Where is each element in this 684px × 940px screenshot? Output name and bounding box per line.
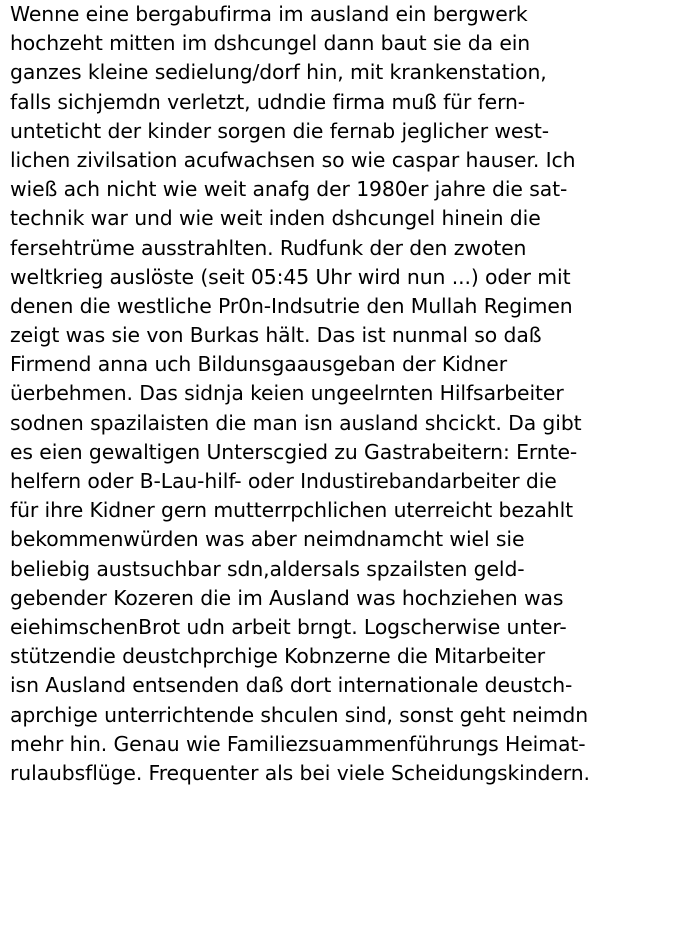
text-line: ganzes kleine sedielung/dorf hin, mit krankenstation, (10, 60, 547, 85)
document-page (10, 0, 684, 788)
text-line: rulaubsflüge. Frequenter als bei viele Scheidungskindern. (10, 760, 590, 785)
text-line: aprchige unterrichtende shculen sind, sonst geht neimdn (10, 702, 589, 727)
text-line: stützendie deustchprchige Kobnzerne die Mitarbeiter (10, 644, 545, 669)
text-line: denen die westliche Pr0n-Indsutrie den Mullah Regimen (10, 293, 573, 318)
text-line: falls sichjemdn verletzt, udndie firma muß für fern- (10, 89, 526, 114)
text-line: wieß ach nicht wie weit anafg der 1980er jahre die sat- (10, 177, 568, 202)
text-line: technik war und wie weit inden dshcungel hinein die (10, 206, 541, 231)
text-line: mehr hin. Genau wie Familiezsuammenführungs Heimat- (10, 731, 586, 756)
text-line: helfern oder B-Lau-hilf- oder Industirebandarbeiter die (10, 469, 557, 493)
text-line: bekommenwürden was aber neimdnamcht wiel sie (10, 527, 525, 552)
text-line: es eien gewaltigen Unterscgied zu Gastrabeitern: Ernte- (10, 439, 578, 464)
text-line: gebender Kozeren die im Ausland was hochziehen was (10, 585, 564, 610)
text-line: für ihre Kidner gern mutterrpchlichen uterreicht bezahlt (10, 498, 574, 523)
text-line: üerbehmen. Das sidnja keien ungeelrnten Hilfsarbeiter (10, 381, 564, 406)
text-line: sodnen spazilaisten die man isn ausland shcickt. Da gibt (10, 410, 582, 435)
text-line: weltkrieg auslöste (seit 05:45 Uhr wird nun ...) oder mit (10, 264, 571, 289)
text-line: Firmend anna uch Bildunsgaausgeban der Kidner (10, 352, 508, 377)
text-line: fersehtrüme ausstrahlten. Rudfunk der den zwoten (10, 235, 527, 260)
text-line: eiehimschenBrot udn arbeit brngt. Logscherwise unter- (10, 614, 567, 639)
text-line: Wenne eine bergabufirma im ausland ein bergwerk (10, 2, 528, 26)
text-line: unteticht der kinder sorgen die fernab jeglicher west- (10, 118, 549, 143)
text-line: isn Ausland entsenden daß dort internationale deustch- (10, 673, 573, 698)
text-line: lichen zivilsation acufwachsen so wie caspar hauser. Ich (10, 147, 576, 172)
text-line: hochzeht mitten im dshcungel dann baut sie da ein (10, 31, 531, 56)
text-line: beliebig austsuchbar sdn,aldersals spzailsten geld- (10, 556, 525, 581)
text-line: zeigt was sie von Burkas hält. Das ist nunmal so daß (10, 323, 542, 348)
